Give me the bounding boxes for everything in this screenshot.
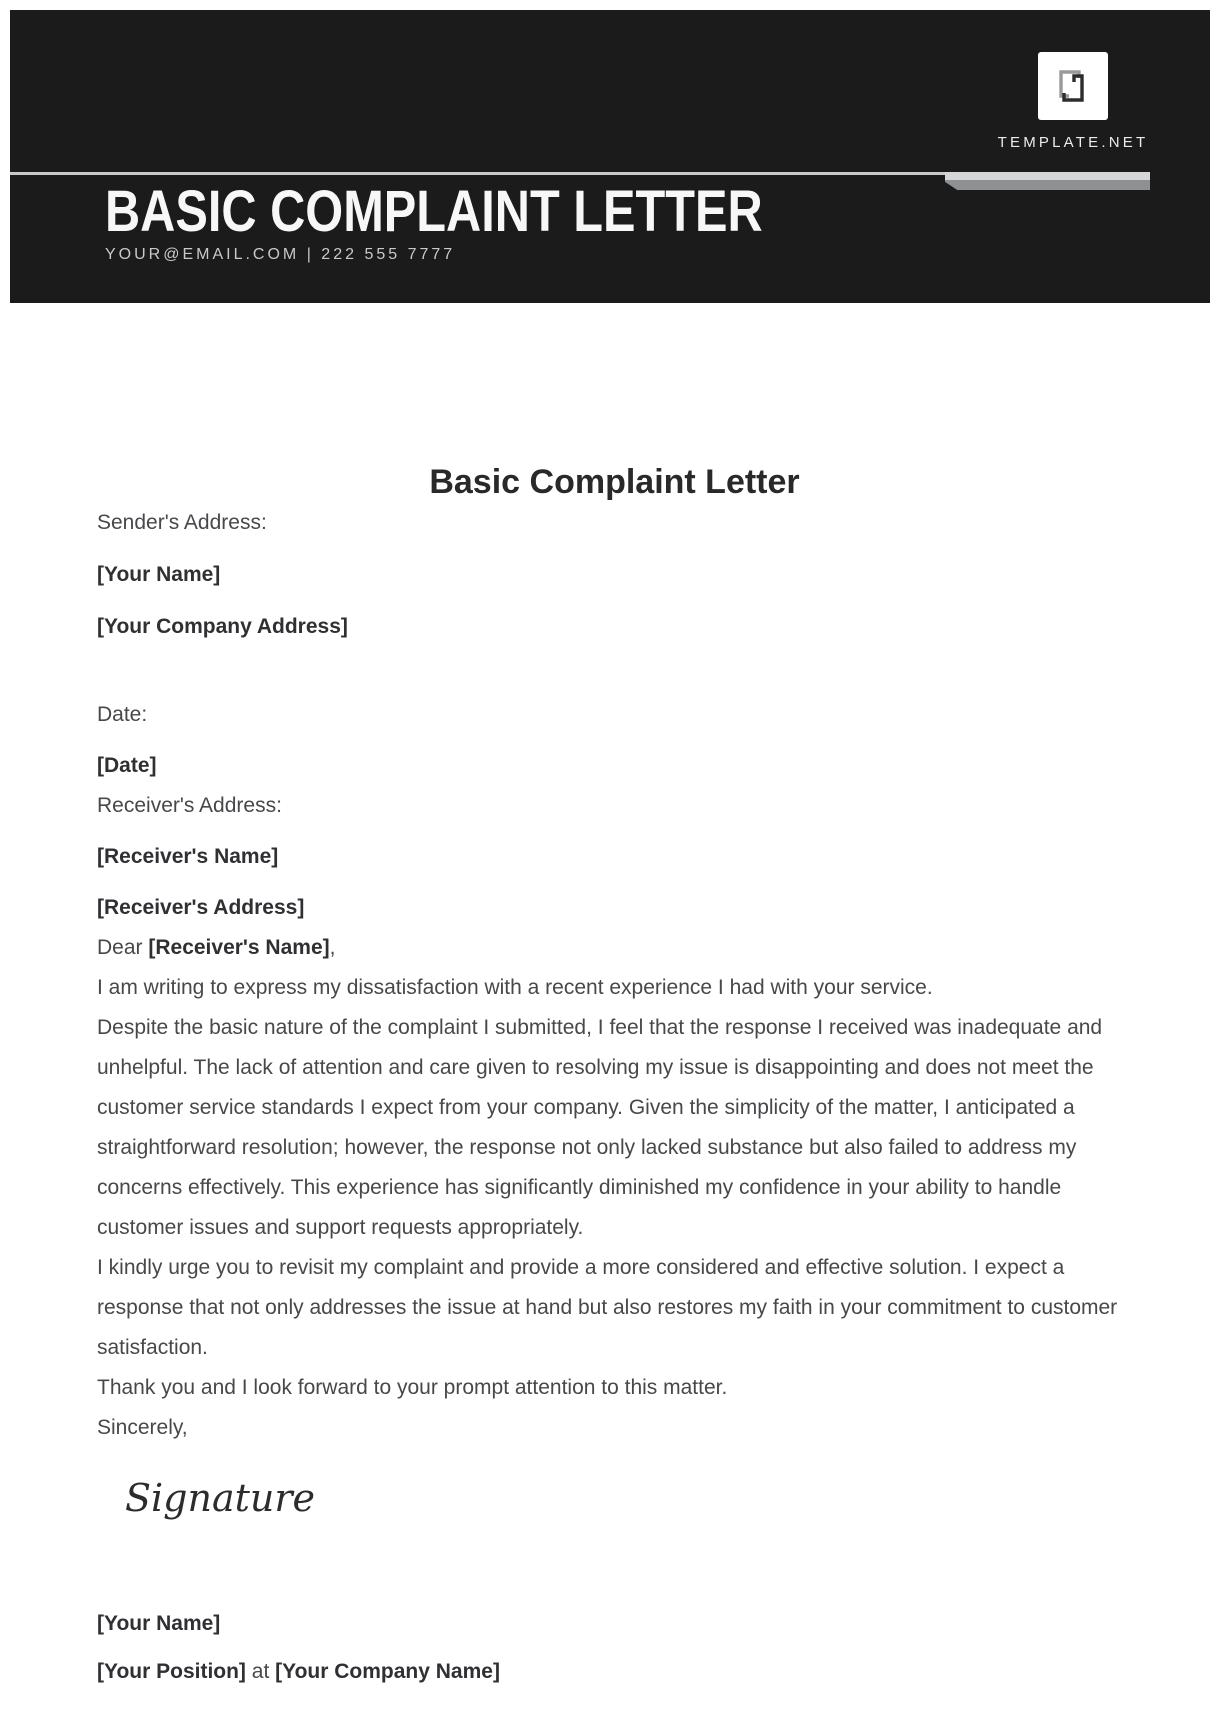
sender-name-placeholder: [Your Name] (97, 563, 221, 586)
greeting-suffix: , (329, 936, 336, 959)
header-title: BASIC COMPLAINT LETTER (105, 179, 763, 244)
signer-position-placeholder: [Your Position] (97, 1660, 246, 1683)
body-paragraph-1: I am writing to express my dissatisfaction with a recent experience I had with your service. (97, 976, 933, 999)
receiver-name-placeholder: [Receiver's Name] (97, 845, 279, 868)
brand-block (988, 52, 1158, 151)
closing-thanks-line: Thank you and I look forward to your prompt attention to this matter. (97, 1376, 728, 1399)
receiver-address-placeholder: [Receiver's Address] (97, 896, 305, 919)
letter-body (97, 928, 1132, 1448)
date-label: Date: (97, 703, 148, 726)
signer-connector: at (245, 1660, 276, 1683)
brand-name: TEMPLATE.NET (997, 134, 1149, 151)
date-placeholder: [Date] (97, 754, 157, 777)
letter-document (0, 461, 1220, 1692)
greeting-line (97, 928, 1132, 968)
greeting-prefix: Dear (97, 936, 149, 959)
page-header (10, 10, 1210, 303)
signer-company-placeholder: [Your Company Name] (275, 1660, 500, 1683)
letter-title: Basic Complaint Letter (429, 463, 800, 501)
sender-company-address-placeholder: [Your Company Address] (97, 615, 348, 638)
sender-address-label: Sender's Address: (97, 511, 267, 534)
signer-name-placeholder: [Your Name] (97, 1612, 221, 1635)
header-titles (105, 179, 888, 264)
header-contact: YOUR@EMAIL.COM | 222 555 7777 (105, 246, 456, 263)
header-divider-accent (945, 172, 1150, 190)
signer-position-line (97, 1652, 1132, 1692)
signature-script: Signature (125, 1476, 316, 1520)
receiver-address-label: Receiver's Address: (97, 794, 282, 817)
body-paragraph-2: Despite the basic nature of the complaint I submitted, I feel that the response I received was inadequate and unhelpful. The lack of attention and care given to resolving my issue is disappointing and does not meet the customer service standards I expect from your company. Given the simplicity of the matter, I anticipated a straightforward resolution; however, the response not only lacked substance but also failed to address my concerns effectively. This experience has significantly diminished my confidence in your ability to handle customer issues and support requests appropriately. (97, 1016, 1103, 1239)
closing-sincerely-line: Sincerely, (97, 1416, 188, 1439)
greeting-name-placeholder: [Receiver's Name] (148, 936, 330, 959)
body-paragraph-3: I kindly urge you to revisit my complaint and provide a more considered and effective solution. I expect a response that not only addresses the issue at hand but also restores my faith in your commitment to customer satisfaction. (97, 1256, 1118, 1359)
templatenet-logo-icon (1038, 52, 1108, 120)
